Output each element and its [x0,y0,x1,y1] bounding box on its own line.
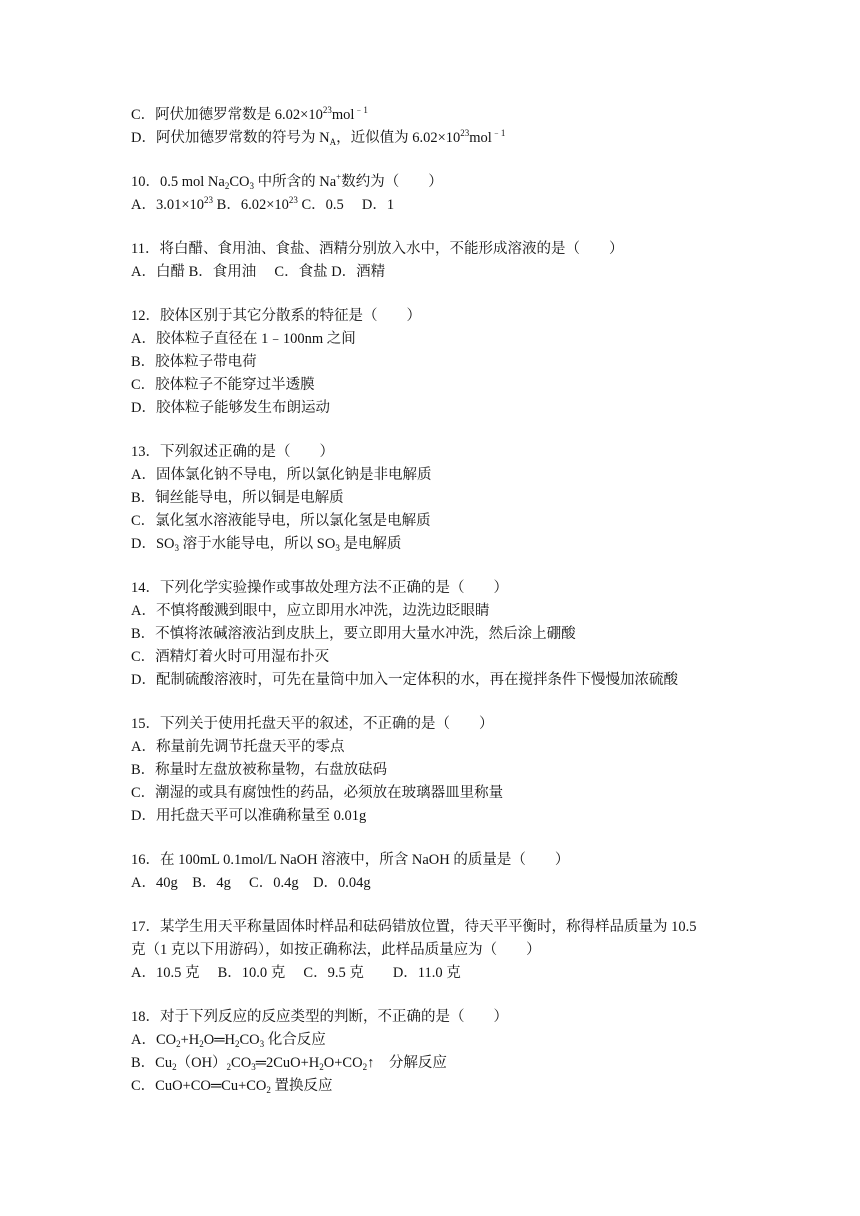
text-line: B．铜丝能导电，所以铜是电解质 [131,490,344,506]
text-line: A．$3.01\times 10^{23}$ B．$6.02\times 10^{23}$ C．0.5 D．1 [131,195,395,213]
text-line: A．40g B．4g C．0.4g D．0.04g [131,875,371,891]
text-line: B．称量时左盘放被称量物，右盘放砝码 [131,762,388,778]
text-line: B．胶体粒子带电荷 [131,354,257,370]
text-line: A．胶体粒子直径在 1﹣100nm 之间 [131,331,356,347]
text-line: C．胶体粒子不能穿过半透膜 [131,377,315,393]
text-line: 14．下列化学实验操作或事故处理方法不正确的是（ ） [131,580,508,596]
text-line: 12．胶体区别于其它分散系的特征是（ ） [131,308,421,324]
text-line: 18．对于下列反应的反应类型的判断，不正确的是（ ） [131,1009,508,1025]
text-line: C．酒精灯着火时可用湿布扑灭 [131,649,330,665]
text-line: D．配制硫酸溶液时，可先在量筒中加入一定体积的水，再在搅拌条件下慢慢加浓硫酸 [131,672,678,688]
text-line: B．不慎将浓碱溶液沾到皮肤上，要立即用大量水冲洗，然后涂上硼酸 [131,626,576,642]
text-line: A．白醋 B．食用油 C．食盐 D．酒精 [131,264,386,280]
text-line: A．10.5 克 B．10.0 克 C．9.5 克 D．11.0 克 [131,965,461,981]
text-line: D．用托盘天平可以准确称量至 0.01g [131,808,367,824]
text-line: 11．将白醋、食用油、食盐、酒精分别放入水中，不能形成溶液的是（ ） [131,241,624,257]
text-line: 13．下列叙述正确的是（ ） [131,444,334,460]
text-line: 克（1 克以下用游码），如按正确称法，此样品质量应为（ ） [131,942,541,958]
text-line: A．称量前先调节托盘天平的零点 [131,739,345,755]
text-line: A．不慎将酸溅到眼中，应立即用水冲洗，边洗边眨眼睛 [131,603,490,619]
text-line: 15．下列关于使用托盘天平的叙述，不正确的是（ ） [131,716,494,732]
text-line: B．$Cu_2(OH)_2CO_3═2CuO+H_2O+CO_2↑$ 分解反应 [131,1055,447,1072]
text-line: 10．0.5 mol $Na_2CO_3$ 中所含的 Na+数约为（ ） [131,172,443,191]
text-line: A．$CO_2+H_2O═H_2CO_3$ 化合反应 [131,1032,326,1049]
text-line: D．$SO_3$ 溶于水能导电，所以 $SO_3$ 是电解质 [131,536,402,553]
text-line: D．阿伏加德罗常数的符号为 $N_A$，近似值为 $6.02\times 10^{23}mol^{﹣1}$ [131,128,506,147]
text-line: C．潮湿的或具有腐蚀性的药品，必须放在玻璃器皿里称量 [131,785,504,801]
text-line: D．胶体粒子能够发生布朗运动 [131,400,330,416]
text-line: 17．某学生用天平称量固体时样品和砝码错放位置，待天平平衡时，称得样品质量为 10.5 [131,919,697,935]
exam-page [131,104,731,1098]
text-line: A．固体氯化钠不导电，所以氯化钠是非电解质 [131,467,432,483]
text-line: 16．在 100mL 0.1mol/L NaOH 溶液中，所含 NaOH 的质量是（ ） [131,852,570,868]
text-line: C．氯化氢水溶液能导电，所以氯化氢是电解质 [131,513,431,529]
text-line: C．$CuO+CO═Cu+CO_2$ 置换反应 [131,1078,333,1095]
text-line: C．阿伏加德罗常数是 $6.02\times 10^{23}mol^{﹣1}$ [131,105,368,123]
